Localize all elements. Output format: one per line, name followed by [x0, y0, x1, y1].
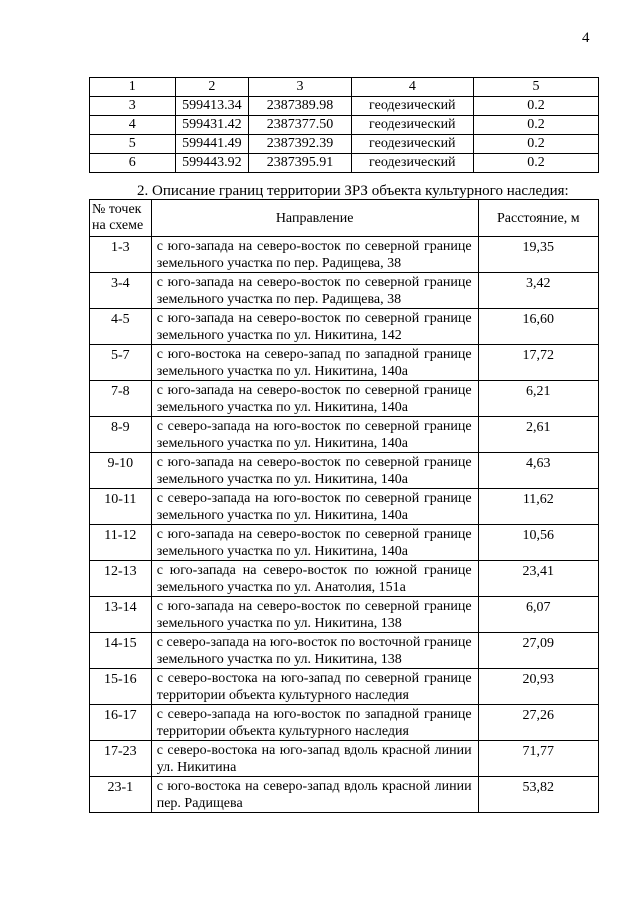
direction-cell: с юго-запада на северо-восток по южной границе земельного участка по ул. Анатолия, 151а [151, 561, 478, 597]
points-cell: 12-13 [90, 561, 152, 597]
table-row [90, 597, 599, 633]
table-row [90, 453, 599, 489]
table-cell: геодезический [351, 116, 473, 135]
table-cell: 0.2 [473, 97, 598, 116]
distance-cell: 20,93 [478, 669, 598, 705]
table-row [90, 417, 599, 453]
table-row [90, 633, 599, 669]
points-cell: 8-9 [90, 417, 152, 453]
distance-cell: 6,21 [478, 381, 598, 417]
table-cell: геодезический [351, 135, 473, 154]
table-cell: 0.2 [473, 154, 598, 173]
table-cell: 0.2 [473, 135, 598, 154]
distance-cell: 4,63 [478, 453, 598, 489]
distance-cell: 3,42 [478, 273, 598, 309]
table-cell: 599413.34 [175, 97, 249, 116]
direction-cell: с юго-востока на северо-запад по западной границе земельного участка по ул. Никитина, 140а [151, 345, 478, 381]
distance-cell: 16,60 [478, 309, 598, 345]
points-cell: 15-16 [90, 669, 152, 705]
table-cell: 2387377.50 [249, 116, 351, 135]
table-row [90, 669, 599, 705]
page-number: 4 [582, 30, 590, 46]
direction-column-header: Направление [151, 200, 478, 237]
direction-cell: с юго-запада на северо-восток по северной границе земельного участка по ул. Никитина, 138 [151, 597, 478, 633]
boundaries-table-body [90, 237, 599, 813]
table-cell: 599441.49 [175, 135, 249, 154]
table-row [90, 135, 599, 154]
table-row [90, 273, 599, 309]
direction-cell: с юго-запада на северо-восток по северной границе земельного участка по пер. Радищева, 38 [151, 237, 478, 273]
points-cell: 16-17 [90, 705, 152, 741]
table-cell: геодезический [351, 154, 473, 173]
table-row [90, 97, 599, 116]
direction-cell: с юго-запада на северо-восток по северной границе земельного участка по пер. Радищева, 38 [151, 273, 478, 309]
points-cell: 11-12 [90, 525, 152, 561]
points-cell: 14-15 [90, 633, 152, 669]
points-cell: 10-11 [90, 489, 152, 525]
distance-cell: 19,35 [478, 237, 598, 273]
points-cell: 17-23 [90, 741, 152, 777]
direction-cell: с северо-востока на юго-запад по северной границе территории объекта культурного наследия [151, 669, 478, 705]
table-cell: 599443.92 [175, 154, 249, 173]
table-row [90, 489, 599, 525]
distance-cell: 23,41 [478, 561, 598, 597]
direction-cell: с северо-запада на юго-восток по северной границе земельного участка по ул. Никитина, 140а [151, 417, 478, 453]
table-cell: 2387389.98 [249, 97, 351, 116]
boundaries-table [89, 199, 599, 813]
table-row [90, 777, 599, 813]
table-row [90, 525, 599, 561]
direction-cell: с северо-запада на юго-восток по северной границе земельного участка по ул. Никитина, 140а [151, 489, 478, 525]
points-cell: 4-5 [90, 309, 152, 345]
table-cell: 2387395.91 [249, 154, 351, 173]
points-cell: 7-8 [90, 381, 152, 417]
distance-cell: 10,56 [478, 525, 598, 561]
coordinates-table-body [90, 97, 599, 173]
table-cell: 5 [90, 135, 176, 154]
column-header: 4 [351, 78, 473, 97]
direction-cell: с северо-востока на юго-запад вдоль красной линии ул. Никитина [151, 741, 478, 777]
distance-cell: 53,82 [478, 777, 598, 813]
points-cell: 13-14 [90, 597, 152, 633]
points-cell: 23-1 [90, 777, 152, 813]
direction-cell: с юго-запада на северо-восток по северной границе земельного участка по ул. Никитина, 140а [151, 381, 478, 417]
direction-cell: с юго-запада на северо-восток по северной границе земельного участка по ул. Никитина, 140а [151, 453, 478, 489]
column-header: 5 [473, 78, 598, 97]
distance-cell: 27,09 [478, 633, 598, 669]
column-header: 1 [90, 78, 176, 97]
distance-cell: 6,07 [478, 597, 598, 633]
column-header: 2 [175, 78, 249, 97]
column-header: 3 [249, 78, 351, 97]
coordinates-table [89, 77, 599, 173]
table-cell: геодезический [351, 97, 473, 116]
distance-column-header: Расстояние, м [478, 200, 598, 237]
direction-cell: с северо-запада на юго-восток по восточной границе земельного участка по ул. Никитина, 138 [151, 633, 478, 669]
direction-cell: с юго-запада на северо-восток по северной границе земельного участка по ул. Никитина, 140а [151, 525, 478, 561]
table-cell: 2387392.39 [249, 135, 351, 154]
table-row [90, 741, 599, 777]
table-cell: 3 [90, 97, 176, 116]
distance-cell: 11,62 [478, 489, 598, 525]
table-row [90, 561, 599, 597]
table-row [90, 381, 599, 417]
distance-cell: 27,26 [478, 705, 598, 741]
direction-cell: с юго-востока на северо-запад вдоль красной линии пер. Радищева [151, 777, 478, 813]
distance-cell: 71,77 [478, 741, 598, 777]
section-title: 2. Описание границ территории ЗРЗ объекта культурного наследия: [137, 183, 569, 199]
points-cell: 5-7 [90, 345, 152, 381]
table-header-row [90, 78, 599, 97]
points-column-header: № точек на схеме [90, 200, 152, 237]
table-row [90, 237, 599, 273]
distance-cell: 17,72 [478, 345, 598, 381]
table-row [90, 705, 599, 741]
points-cell: 1-3 [90, 237, 152, 273]
points-cell: 9-10 [90, 453, 152, 489]
table-header-row [90, 200, 599, 237]
direction-cell: с северо-запада на юго-восток по западной границе территории объекта культурного наследия [151, 705, 478, 741]
table-row [90, 116, 599, 135]
distance-cell: 2,61 [478, 417, 598, 453]
table-cell: 6 [90, 154, 176, 173]
table-cell: 0.2 [473, 116, 598, 135]
direction-cell: с юго-запада на северо-восток по северной границе земельного участка по ул. Никитина, 142 [151, 309, 478, 345]
table-cell: 599431.42 [175, 116, 249, 135]
table-row [90, 154, 599, 173]
table-row [90, 309, 599, 345]
table-cell: 4 [90, 116, 176, 135]
points-cell: 3-4 [90, 273, 152, 309]
table-row [90, 345, 599, 381]
